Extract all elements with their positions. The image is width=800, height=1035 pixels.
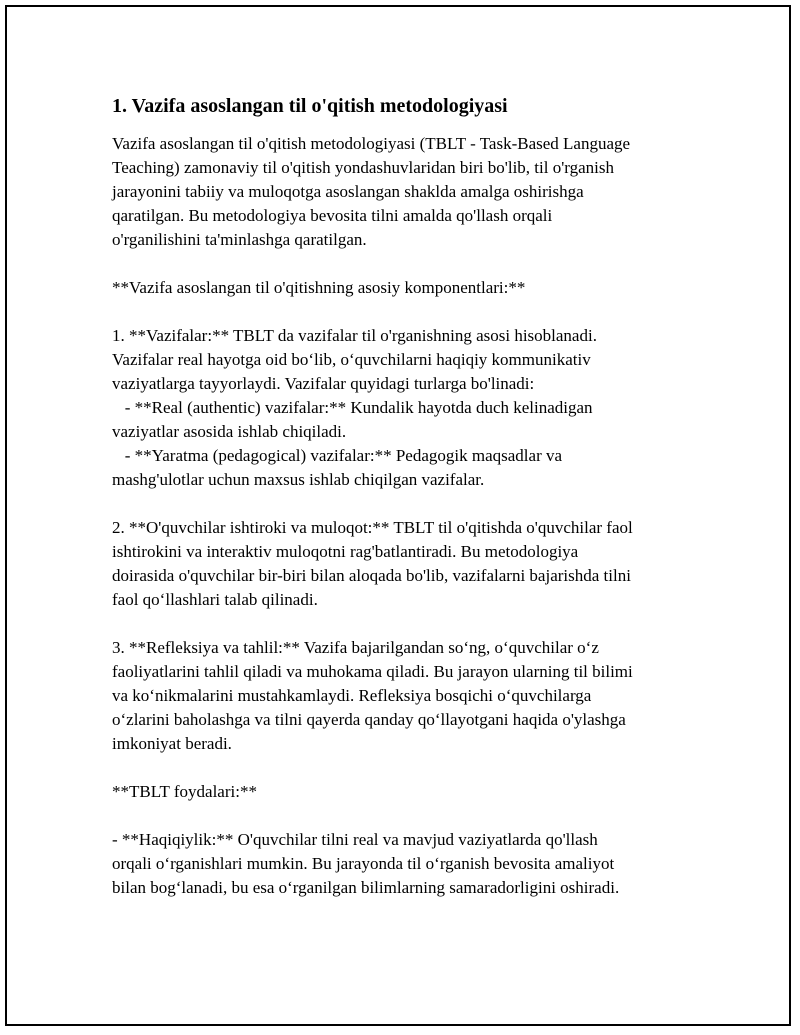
- text-line: - **Haqiqiylik:** O'quvchilar tilni real va mavjud vaziyatlarda qo'llash: [112, 830, 598, 849]
- text-line: vaziyatlarga tayyorlaydi. Vazifalar quyidagi turlarga bo'linadi:: [112, 374, 535, 393]
- text-line: o'rganilishini ta'minlashga qaratilgan.: [112, 230, 367, 249]
- text-line: 3. **Refleksiya va tahlil:** Vazifa bajarilgandan so‘ng, o‘quvchilar o‘z: [112, 638, 599, 657]
- text-line: 2. **O'quvchilar ishtiroki va muloqot:** TBLT til o'qitishda o'quvchilar faol: [112, 518, 633, 537]
- text-line: mashg'ulotlar uchun maxsus ishlab chiqilgan vazifalar.: [112, 470, 485, 489]
- text-line: jarayonini tabiiy va muloqotga asoslangan shaklda amalga oshirishga: [112, 182, 584, 201]
- document-title: 1. Vazifa asoslangan til o'qitish metodologiyasi: [112, 95, 508, 117]
- paragraph: [112, 780, 702, 804]
- text-line: faoliyatlarini tahlil qiladi va muhokama qiladi. Bu jarayon ularning til bilimi: [112, 662, 633, 681]
- text-line: imkoniyat beradi.: [112, 734, 232, 753]
- text-line: ishtirokini va interaktiv muloqotni rag'batlantiradi. Bu metodologiya: [112, 542, 579, 561]
- paragraph: [112, 516, 702, 612]
- text-line: Vazifalar real hayotga oid bo‘lib, o‘quvchilarni haqiqiy kommunikativ: [112, 350, 591, 369]
- text-line: faol qo‘llashlari talab qilinadi.: [112, 590, 318, 609]
- paragraph: [112, 324, 702, 492]
- text-line: doirasida o'quvchilar bir-biri bilan aloqada bo'lib, vazifalarni bajarishda tilni: [112, 566, 631, 585]
- text-line: vaziyatlar asosida ishlab chiqiladi.: [112, 422, 347, 441]
- paragraph-list: [112, 132, 702, 900]
- paragraph: [112, 636, 702, 756]
- text-line: va ko‘nikmalarini mustahkamlaydi. Refleksiya bosqichi o‘quvchilarga: [112, 686, 592, 705]
- text-line: **TBLT foydalari:**: [112, 782, 257, 801]
- text-line: Teaching) zamonaviy til o'qitish yondashuvlaridan biri bo'lib, til o'rganish: [112, 158, 615, 177]
- text-line: Vazifa asoslangan til o'qitish metodologiyasi (TBLT - Task-Based Language: [112, 134, 631, 153]
- paragraph: [112, 828, 702, 900]
- text-line: qaratilgan. Bu metodologiya bevosita tilni amalda qo'llash orqali: [112, 206, 553, 225]
- paragraph: [112, 132, 702, 252]
- text-line: **Vazifa asoslangan til o'qitishning asosiy komponentlari:**: [112, 278, 526, 297]
- text-line: bilan bog‘lanadi, bu esa o‘rganilgan bilimlarning samaradorligini oshiradi.: [112, 878, 620, 897]
- text-line: o‘zlarini baholashga va tilni qayerda qanday qo‘llayotgani haqida o'ylashga: [112, 710, 626, 729]
- text-line: - **Yaratma (pedagogical) vazifalar:** Pedagogik maqsadlar va: [112, 446, 563, 465]
- document-body: [112, 92, 702, 924]
- text-line: - **Real (authentic) vazifalar:** Kundalik hayotda duch kelinadigan: [112, 398, 593, 417]
- text-line: orqali o‘rganishlari mumkin. Bu jarayonda til o‘rganish bevosita amaliyot: [112, 854, 615, 873]
- text-line: 1. **Vazifalar:** TBLT da vazifalar til o'rganishning asosi hisoblanadi.: [112, 326, 597, 345]
- paragraph: [112, 276, 702, 300]
